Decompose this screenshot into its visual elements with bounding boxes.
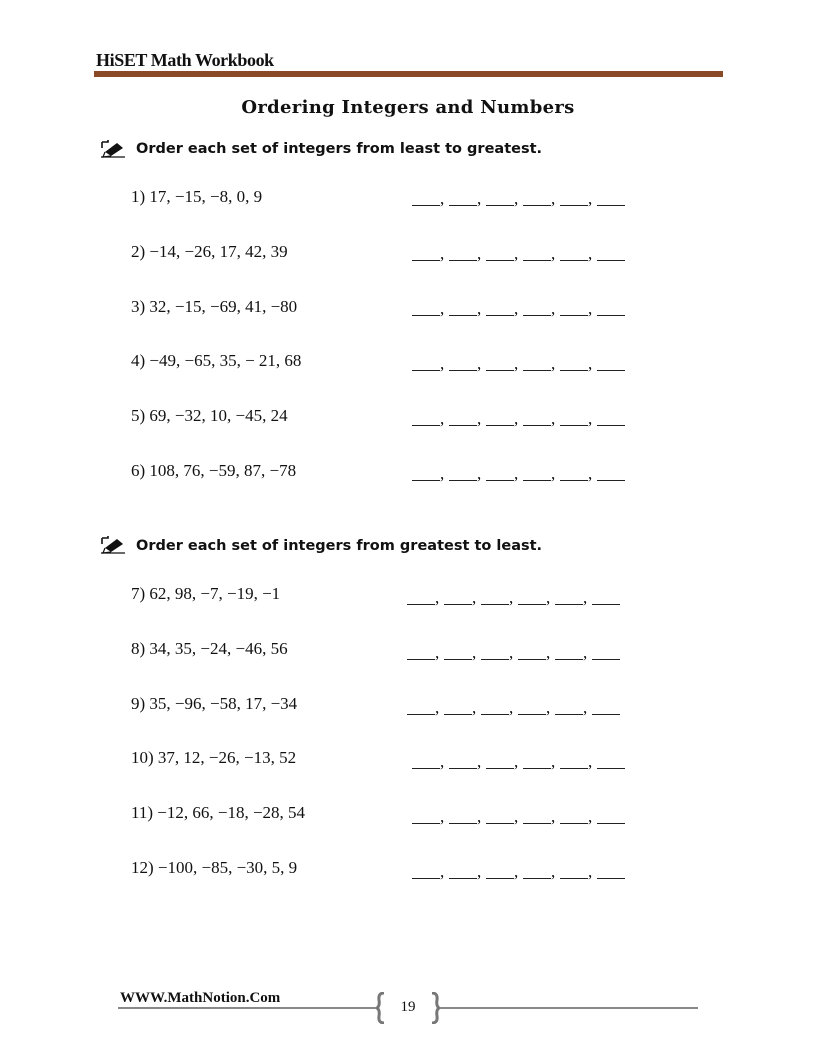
page-number: 19 xyxy=(400,999,416,1015)
pencil-icon xyxy=(99,138,129,160)
answer-blanks-4[interactable]: , , , , , xyxy=(412,356,625,371)
instruction-least-to-greatest: Order each set of integers from least to greatest. xyxy=(136,141,543,157)
pencil-icon xyxy=(99,534,129,556)
problem-4: 4) −49, −65, 35, − 21, 68 xyxy=(131,351,302,370)
footer-website-link[interactable]: WWW.MathNotion.Com xyxy=(120,990,281,1006)
answer-blanks-2[interactable]: , , , , , xyxy=(412,246,625,261)
header-rule xyxy=(94,71,723,77)
problem-11: 11) −12, 66, −18, −28, 54 xyxy=(131,803,306,822)
answer-blanks-10[interactable]: , , , , , xyxy=(412,754,625,769)
problem-6: 6) 108, 76, −59, 87, −78 xyxy=(131,461,297,480)
problem-2: 2) −14, −26, 17, 42, 39 xyxy=(131,242,288,261)
problem-1: 1) 17, −15, −8, 0, 9 xyxy=(131,187,263,206)
answer-blanks-1[interactable]: , , , , , xyxy=(412,191,625,206)
problem-10: 10) 37, 12, −26, −13, 52 xyxy=(131,748,297,767)
footer-rule-right xyxy=(440,1007,698,1009)
problem-12: 12) −100, −85, −30, 5, 9 xyxy=(131,858,298,877)
answer-blanks-3[interactable]: , , , , , xyxy=(412,301,625,316)
problem-9: 9) 35, −96, −58, 17, −34 xyxy=(131,694,298,713)
problem-5: 5) 69, −32, 10, −45, 24 xyxy=(131,406,288,425)
footer-rule-left xyxy=(118,1007,376,1009)
workbook-title: HiSET Math Workbook xyxy=(96,50,274,70)
answer-blanks-12[interactable]: , , , , , xyxy=(412,864,625,879)
instruction-greatest-to-least: Order each set of integers from greatest to least. xyxy=(136,538,543,554)
problem-8: 8) 34, 35, −24, −46, 56 xyxy=(131,639,288,658)
answer-blanks-5[interactable]: , , , , , xyxy=(412,411,625,426)
answer-blanks-8[interactable]: , , , , , xyxy=(407,645,620,660)
problem-7: 7) 62, 98, −7, −19, −1 xyxy=(131,584,281,603)
answer-blanks-6[interactable]: , , , , , xyxy=(412,466,625,481)
problem-3: 3) 32, −15, −69, 41, −80 xyxy=(131,297,298,316)
answer-blanks-11[interactable]: , , , , , xyxy=(412,809,625,824)
page-title: Ordering Integers and Numbers xyxy=(241,97,575,118)
answer-blanks-9[interactable]: , , , , , xyxy=(407,700,620,715)
answer-blanks-7[interactable]: , , , , , xyxy=(407,590,620,605)
